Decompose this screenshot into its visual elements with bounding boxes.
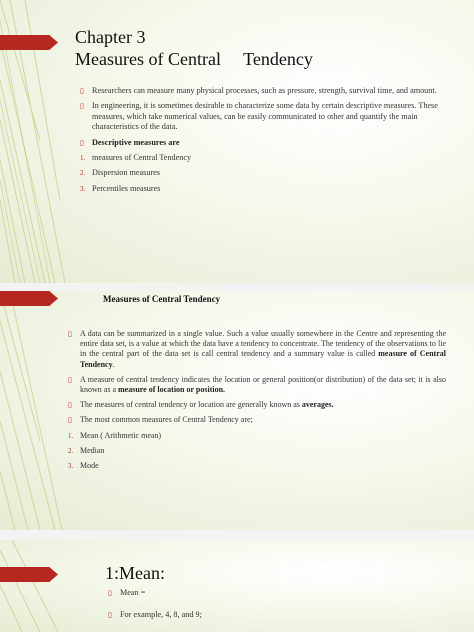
list-item: ▯ A data can be summarized in a single value. Such a value usually somewhere in the Centre and representing the entire data set, is a value at which the data have a tendency to concentrate. The tendency of the observations to lie in the central part of the data set is call central tendency and a summary value is called measure of Central Tendency. — [68, 329, 446, 369]
list-item: ▯ The measures of central tendency or location are generally known as averages. — [68, 400, 334, 410]
slide-1 — [0, 0, 474, 283]
slide-2-title-tab — [0, 291, 58, 306]
title-line-1: Chapter 3 — [75, 27, 146, 47]
list-number: 1. — [68, 431, 74, 440]
list-item: ▯ Descriptive measures are — [80, 137, 180, 147]
list-item: ▯ A measure of central tendency indicates the location or general position(or distribution) of the data set; it is also known as a measure of location or position. — [68, 374, 446, 395]
slide-separator — [0, 283, 474, 291]
slide-1-bullets — [80, 86, 440, 199]
bullet-icon: ▯ — [108, 611, 112, 619]
list-item: 1. measures of Central Tendency — [80, 153, 192, 163]
list-item: ▯ Mean = — [108, 588, 146, 597]
list-item: ▯ Researchers can measure many physical processes, such as pressure, strength, survival time, and amount. — [80, 86, 437, 95]
bullet-icon: ▯ — [80, 87, 84, 95]
list-item: 3. Mode — [68, 461, 99, 471]
slide-separator — [0, 530, 474, 540]
bullet-icon: ▯ — [80, 138, 84, 147]
list-item: ▯ In engineering, it is sometimes desirable to characterize some data by certain descriptive measures. These measures, which take numerical values, can be easily communicated to other and quantify the main characteristics of the data. — [80, 101, 438, 132]
bullet-icon: ▯ — [68, 375, 72, 384]
list-item: 1. Mean ( Arithmetic mean) — [68, 430, 162, 440]
bullet-icon: ▯ — [108, 589, 112, 597]
title-line-2: Measures of Central Tendency — [75, 49, 313, 69]
bullet-icon: ▯ — [68, 330, 72, 338]
slide-1-title — [75, 26, 313, 70]
slide-3-title: 1:Mean: — [105, 563, 165, 583]
slide-1-title-tab — [0, 35, 58, 50]
list-number: 1. — [80, 154, 86, 163]
list-item: 2. Dispersion measures — [80, 168, 160, 178]
slide-3-title-tab — [0, 567, 58, 582]
list-item: 3. Percentiles measures — [80, 183, 161, 193]
bullet-icon: ▯ — [68, 416, 72, 425]
list-number: 3. — [80, 184, 86, 193]
slide-2-title: Measures of Central Tendency — [103, 294, 221, 304]
list-item: 2. Median — [68, 445, 105, 455]
slide-3-decorative-stripes — [0, 540, 70, 632]
list-item: ▯ The most common measures of Central Tendency are; — [68, 415, 253, 425]
slide-2-decorative-stripes — [0, 291, 70, 530]
slide-2-bullets — [68, 329, 446, 476]
list-number: 3. — [68, 462, 74, 471]
list-number: 2. — [80, 169, 86, 178]
bullet-icon: ▯ — [80, 102, 84, 111]
slide-3-bullets — [108, 588, 408, 625]
bullet-icon: ▯ — [68, 401, 72, 410]
list-item: ▯ For example, 4, 8, and 9; — [108, 610, 202, 619]
list-number: 2. — [68, 446, 74, 455]
